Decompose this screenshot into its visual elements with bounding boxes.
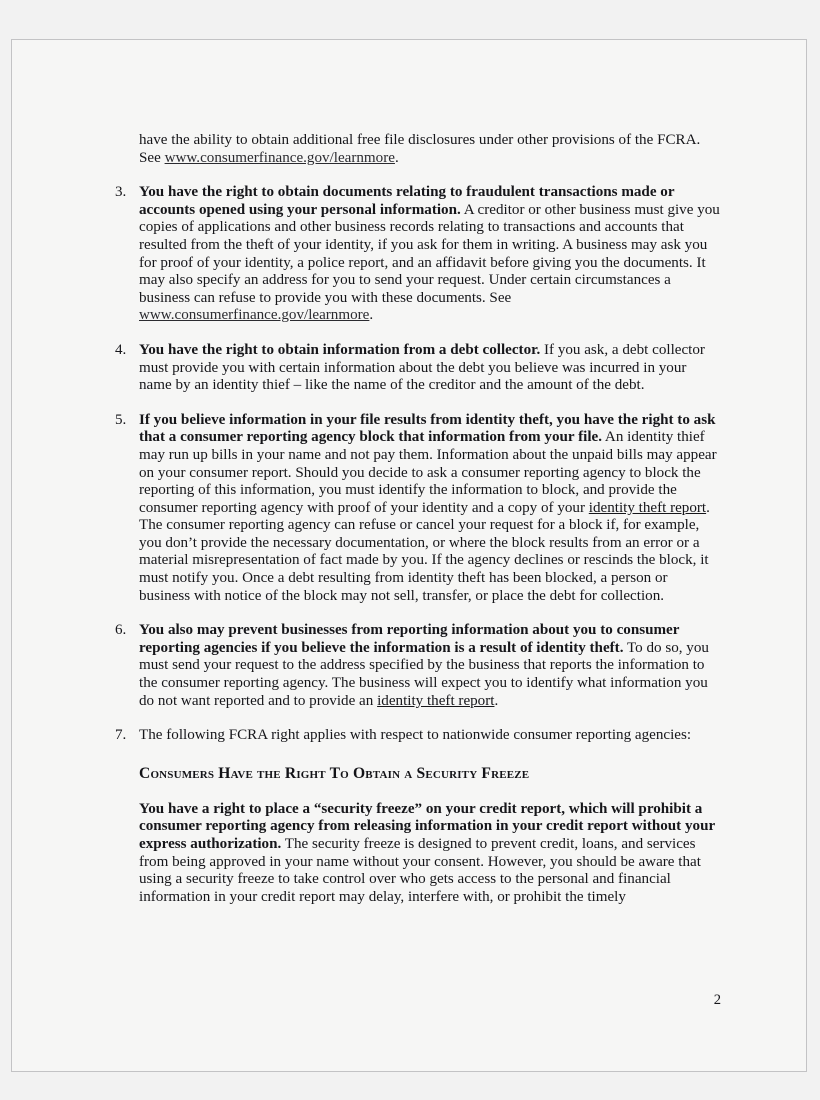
list-item-body-before-link: If you ask, a debt collector must provide you with certain information about the debt you believe was incurred in your name by an identity thief – like the name of the creditor and the amount of the debt. [139,341,705,394]
security-freeze-lead: You have a right to place a “security freeze” on your credit report, which will prohibit a consumer reporting agency from releasing information in your credit report without your express authorization. [139,800,715,852]
list-item-body-after-link: . [369,307,374,324]
list-item-body-after-link: . The consumer reporting agency can refuse or cancel your request for a block if, for example, you don’t provide the necessary documentation, or where the block results from an error or a material misrepresentation of fact made by you. If the agency declines or rescinds the block, it must notify you. Once a debt resulting from identity theft has been blocked, a person or business with notice of the block may not sell, transfer, or place the debt for collection. [139,499,710,604]
security-freeze-body: The security freeze is designed to prevent credit, loans, and services from being approved in your name without your consent. However, you should be aware that using a security freeze to take control over who gets access to the personal and financial information in your credit report may delay, interfere with, or prohibit the timely [139,836,701,905]
list-item-body-before-link: To do so, you must send your request to the address specified by the business that reports the information to the consumer reporting agency. The business will expect you to identify what information you do not want reported and to provide an [139,639,709,709]
list-item-lead: You have the right to obtain documents relating to fraudulent transactions made or accounts opened using your personal information. [139,184,675,218]
list-item-lead: You also may prevent businesses from reporting information about you to consumer reporting agencies if you believe the information is a result of identity theft. [139,622,680,656]
list-item-body-before-link: A creditor or other business must give you copies of applications and other business records relating to transactions and accounts that resulted from the theft of your identity, if you ask for them in writing. A business may ask you for proof of your identity, a police report, and an affidavit before giving you the documents. It may also specify an address for you to send your request. Under certain circumstances a business can refuse to provide you with these documents. See [139,201,720,306]
continued-paragraph-text-after-link: . [394,149,399,166]
list-item-body-before-link: An identity thief may run up bills in your name and not pay them. Information about the unpaid bills may appear on your consumer report. Should you decide to ask a consumer reporting agency to block the reporting of this information, you must identify the information to block, and provide the consumer reporting agency with proof of your identity and a copy of your [139,429,717,516]
page-number: 2 [713,992,721,1008]
list-item [101,622,721,710]
list-item [101,342,721,395]
security-freeze-paragraph [139,801,721,907]
list-item-lead: If you believe information in your file results from identity theft, you have the right to ask that a consumer reporting agency block that information from your file. [139,411,716,446]
continued-paragraph [139,132,721,167]
identity-theft-report-term[interactable]: identity theft report [377,692,495,709]
security-freeze-heading: Consumers Have the Right To Obtain a Security Freeze [139,764,530,782]
continued-paragraph-text-before-link: have the ability to obtain additional free file disclosures under other provisions of the FCRA. See [139,132,701,166]
list-item [101,412,721,606]
learnmore-link[interactable]: www.consumerfinance.gov/learnmore [139,307,370,324]
list-item-number: 6. [115,622,127,639]
list-item-body-before-link: The following FCRA right applies with respect to nationwide consumer reporting agencies: [139,727,692,744]
list-item-number: 4. [115,341,127,358]
document-body [101,132,721,906]
list-item-number: 5. [115,411,127,428]
list-item [101,184,721,325]
list-item-lead: You have the right to obtain information from a debt collector. [139,341,541,358]
learnmore-link[interactable]: www.consumerfinance.gov/learnmore [164,149,395,166]
document-page-sheet [11,39,807,1072]
identity-theft-report-term[interactable]: identity theft report [588,499,707,516]
list-item-number: 3. [115,184,127,201]
list-item-body-after-link: . [494,692,499,709]
list-item [101,727,721,745]
security-freeze-section [139,765,721,783]
list-item-number: 7. [115,727,127,744]
